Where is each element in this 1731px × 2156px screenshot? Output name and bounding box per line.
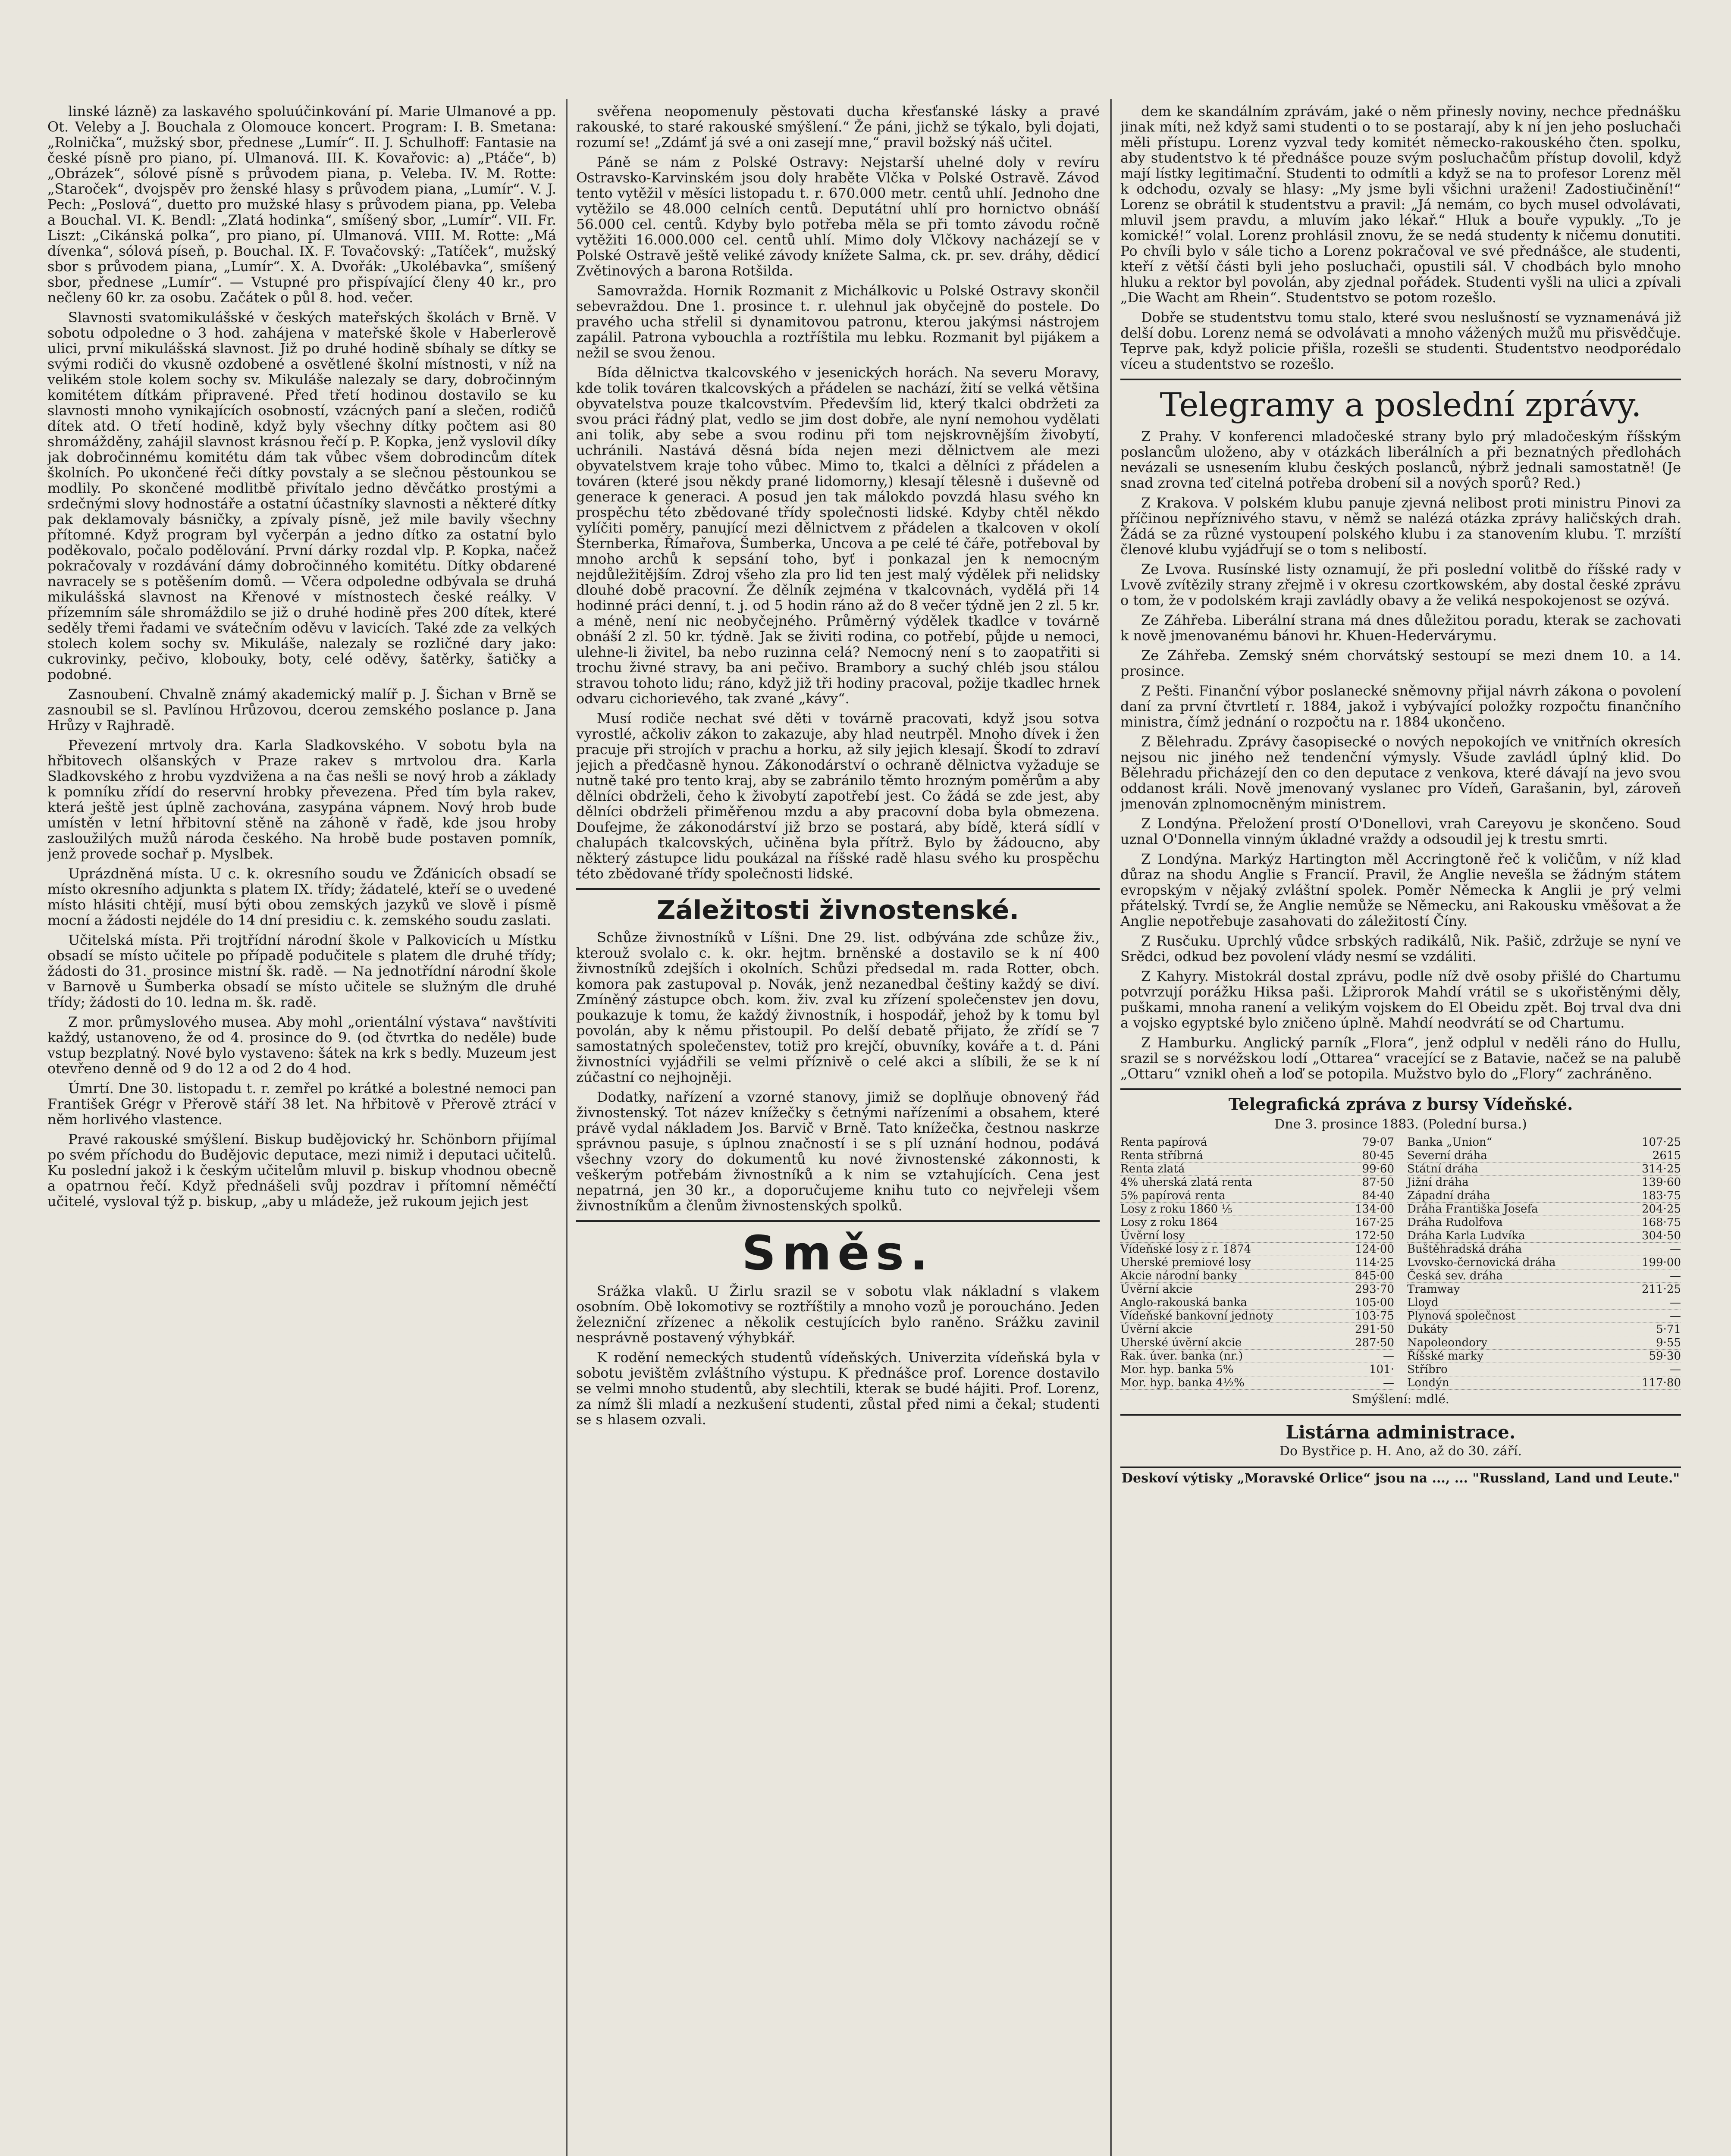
bourse-security-value: 168·75 [1642, 1216, 1681, 1229]
bourse-security-name: Státní dráha [1407, 1163, 1478, 1175]
bourse-security-value: 79·07 [1362, 1136, 1394, 1149]
bourse-row [1120, 1149, 1394, 1163]
bourse-row [1407, 1243, 1681, 1256]
bourse-row [1120, 1243, 1394, 1256]
article-students-cont: dem ke skandálním zprávám, jaké o něm přinesly noviny, nechce přednášku jinak míti, než když sami studenti o to se postarají, aby k ní jen jeho posluchači měli přístupu. Lorenz vyzval tedy komitét německo-rakouského čten. spolku, aby studentstvo k té přednášce pouze svým posluchačům přístup dovolil, když mají lístky legitimační. Studenti to odmítli a když se na to profesor Lorenz měl k odchodu, ozvaly se hlasy: „My jsme byli všichni uraženi! Zadostiučinění!“ Lorenz se obrátil k studentstvu a pravil: „Já nemám, co bych musel odvolávati, mluvil jsem pravdu, a mluvím jako lékař.“ Hluk a bouře vypukly. „To je komické!“ volal. Lorenz prohlásil znovu, že se nedá studenty k ničemu donutiti. Po chvíli bylo v sále ticho a Lorenz pokračoval ve své přednášce, ale studenti, kteří z větší části byli jeho posluchači, opustili sál. V chodbách bylo mnoho hluku a rektor byl povolán, aby zjednal pořádek. Studenti vyšli na ulici a zpívali „Die Wacht am Rhein“. Studentstvo se potom rozešlo. [1120, 103, 1681, 306]
bourse-security-value: 291·50 [1355, 1323, 1394, 1336]
section-heading-misc: Směs. [742, 1225, 934, 1281]
bourse-sentiment: Smýšlení: mdlé. [1352, 1392, 1449, 1406]
bourse-security-value: 103·75 [1355, 1310, 1394, 1322]
bourse-security-name: Rak. úver. banka (nr.) [1120, 1350, 1243, 1363]
bourse-security-value: 172·50 [1355, 1229, 1394, 1242]
bourse-security-name: Severní dráha [1407, 1149, 1487, 1162]
bourse-security-value: 5·71 [1656, 1323, 1681, 1336]
column-rule [1110, 99, 1112, 2156]
bourse-row [1120, 1189, 1394, 1203]
bourse-row [1407, 1269, 1681, 1283]
bourse-security-value: 84·40 [1362, 1189, 1394, 1202]
article-trade-meeting: Schůze živnostníků v Líšni. Dne 29. list. odbývána zde schůze živ., kterouž svolalo c. k. okr. hejtm. brněnské a dostavilo se k ní 400 živnostníků zdejších i okolních. Schůzi předsedal m. rada Rotter, obch. komora pak zastupoval p. Novák, jenž nezanedbal češtiny každý se diví. Zmíněný zástupce obch. kom. živ. zval ku zřízení společenstev jen dovu, poukazuje k tomu, že každý živnostník, i hospodář, jehož by k tomu byl povolán, aby k němu přistoupil. Po delší debatě přijato, že zřídí se 7 samostatných společenstev, totiž pro krejčí, obuvníky, kováře a t. d. Páni živnostníci vyjádřili se velmi příznivě o celé akci a slíbili, že se k ní zúčastní co nejhojněji. [576, 929, 1100, 1085]
telegram-item: Ze Lvova. Rusínské listy oznamují, že při poslední volitbě do říšské rady v Lvově zvítězily strany zřejmě i v okresu czortkowském, aby dostal české zprávu o tom, že v podolském kraji zavládly obavy a že veliká nespokojenost se ozývá. [1120, 561, 1681, 608]
bourse-security-value: 845·00 [1355, 1269, 1394, 1282]
bourse-right-column [1407, 1136, 1681, 1390]
telegram-item: Z Pešti. Finanční výbor poslanecké sněmovny přijal návrh zákona o povolení daní za první čtvrtletí r. 1884, jakož i vybývající položky rozpočtu finančního ministra, čímž jednání o rozpočtu na r. 1884 ukončeno. [1120, 683, 1681, 730]
section-divider [1120, 379, 1681, 380]
article-continued: svěřena neopomenuly pěstovati ducha křesťanské lásky a pravé rakouské, to staré rakouské smýšlení.“ Že páni, jichž se týkalo, byli dojati, rozumí se! „Zdámť já své a oni zasejí mne,“ pravil božský náš učitel. [576, 103, 1100, 150]
section-divider [1120, 1467, 1681, 1468]
bourse-security-value: 134·00 [1355, 1203, 1394, 1216]
bourse-row [1120, 1136, 1394, 1149]
bourse-row [1407, 1283, 1681, 1296]
admin-title: Listárna administrace. [1286, 1422, 1516, 1443]
bourse-row [1120, 1269, 1394, 1283]
bourse-row [1120, 1216, 1394, 1229]
admin-text: Do Bystřice p. H. Ano, až do 30. září. [1279, 1444, 1522, 1459]
bourse-security-value: 304·50 [1642, 1229, 1681, 1242]
bourse-row [1120, 1283, 1394, 1296]
article-students-end: Dobře se studentstvu tomu stalo, které svou neslušností se vyznamenává již delší dobu. Lorenz nemá se odvolávati a mnoho vážených mužů mu přisvědčuje. Teprve pak, když policie přišla, rozešli se studenti. Studentstvo neodporédalo víceu a studentstvo se rozešlo. [1120, 309, 1681, 372]
bourse-security-value: — [1383, 1350, 1394, 1363]
telegram-item: Ze Záhřeba. Liberální strana má dnes důležitou poradu, kterak se zachovati k nově jmenovanému bánovi hr. Khuen-Hedervárymu. [1120, 612, 1681, 644]
bourse-security-name: Plynová společnost [1407, 1310, 1516, 1322]
bourse-security-value: — [1670, 1296, 1681, 1309]
bourse-row [1407, 1203, 1681, 1216]
bourse-row [1407, 1216, 1681, 1229]
telegram-item: Z Londýna. Markýz Hartington měl Accringtoně řeč k voličům, v níž klad důraz na shodu Anglie s Francií. Pravil, že Anglie nevešla se žádným státem evropským v nějaký zvláštní spolek. Poměr Německa k Anglii je prý velmi přátelský. Tvrdí se, že Anglie nemůže se Německu, ani Rakousku vměšovat a že Anglie nepotřebuje zasahovati do záležitostí Číny. [1120, 851, 1681, 929]
bourse-security-name: Dráha Karla Ludvíka [1407, 1229, 1525, 1242]
bourse-security-name: Uherské úvěrní akcie [1120, 1336, 1242, 1349]
bourse-security-value: 87·50 [1362, 1176, 1394, 1189]
telegram-item: Ze Záhřeba. Zemský sném chorvátský sestoupí se mezi dnem 10. a 14. prosince. [1120, 647, 1681, 679]
bourse-row [1407, 1363, 1681, 1376]
bourse-security-name: Napoleondory [1407, 1336, 1488, 1349]
bourse-security-name: Dráha Rudolfova [1407, 1216, 1503, 1229]
bourse-security-name: Renta stříbrná [1120, 1149, 1203, 1162]
bourse-row [1407, 1336, 1681, 1350]
bourse-row [1407, 1176, 1681, 1189]
bourse-row [1120, 1323, 1394, 1336]
bourse-security-name: Akcie národní banky [1120, 1269, 1237, 1282]
bourse-row [1407, 1376, 1681, 1390]
article-weavers-cont: Musí rodiče nechat své děti v továrně pracovati, když jsou sotva vyrostlé, ačkoliv zákon to zakazuje, aby hlad neutrpěl. Mnoho dívek i žen pracuje při strojích v prachu a horku, až sily jejich klesají. Škodí to zdraví jejich a předčasně hynou. Zákonodárství o ochraně dělnictva vyžaduje se nutně také pro tento kraj, aby se zabránilo těmto hrozným poměrům a aby dělníci obdrželi, čeho k živobytí zapotřebí jest. Co žádá se zde jest, aby dělníci obdrželi přiměřenou mzdu a aby pracovní doba byla obmezena. Doufejme, že zákonodárství již brzo se postará, aby bídě, která sídlí v chalupách tkalcovských, učiněna byla přítrž. Bylo by žádoucno, aby některý zástupce lidu poukázal na říšské radě hlasu svého ku prospěchu této zbědované třídy společnosti lidské. [576, 710, 1100, 882]
bourse-security-name: Říšské marky [1407, 1350, 1484, 1363]
bourse-row [1120, 1296, 1394, 1310]
bourse-security-name: Úvěrní losy [1120, 1229, 1185, 1242]
bourse-security-value: 117·80 [1642, 1376, 1681, 1389]
section-heading-trade: Záležitosti živnostenské. [656, 895, 1019, 925]
article-students: K rodění nemeckých studentů vídeňských. Univerzita vídeňská byla v sobotu jevištěm zvláštního výstupu. K přednášce prof. Lorence dostavilo se velmi mnoho studentů, aby slechtili, kterak se budé hájiti. Prof. Lorenz, za nímž šli mladí a nezkušení studenti, zůstal před nimi a čekal; studenti se s hlasem ozvali. [576, 1349, 1100, 1428]
bourse-security-value: 167·25 [1355, 1216, 1394, 1229]
bourse-security-value: 287·50 [1355, 1336, 1394, 1349]
bourse-security-name: Lloyd [1407, 1296, 1439, 1309]
bourse-table [1120, 1136, 1681, 1390]
bourse-security-value: 139·60 [1642, 1176, 1681, 1189]
section-heading-telegrams: Telegramy a poslední zprávy. [1160, 385, 1642, 424]
bourse-security-name: Úvěrní akcie [1120, 1323, 1193, 1336]
bourse-row [1407, 1163, 1681, 1176]
bourse-security-value: — [1383, 1376, 1394, 1389]
bourse-security-value: — [1670, 1363, 1681, 1376]
bourse-security-value: 199·00 [1642, 1256, 1681, 1269]
bourse-security-value: 124·00 [1355, 1243, 1394, 1256]
bourse-security-name: Tramway [1407, 1283, 1460, 1296]
bourse-title: Telegrafická zpráva z bursy Vídeňské. [1228, 1094, 1573, 1114]
bourse-row [1407, 1136, 1681, 1149]
bourse-row [1407, 1296, 1681, 1310]
bourse-security-name: 5% papírová renta [1120, 1189, 1226, 1202]
article-suicide: Samovražda. Hornik Rozmanit z Michálkovic u Polské Ostravy skončil sebevraždou. Dne 1. prosince t. r. ulehnul jak obyčejně do postele. Do pravého ucha střelil si dynamitovou patronu, kterou jakýmsi nástrojem zapálil. Patrona vybouchla a roztříštila mu lebku. Rozmanit byl pijákem a nežil se svou ženou. [576, 282, 1100, 361]
bourse-row [1120, 1336, 1394, 1350]
bourse-security-name: Dukáty [1407, 1323, 1448, 1336]
bourse-security-name: Mor. hyp. banka 5% [1120, 1363, 1234, 1376]
bourse-security-name: Stříbro [1407, 1363, 1448, 1376]
bottom-notice: Deskoví výtisky „Moravské Orlice“ jsou na ..., ... "Russland, Land und Leute." [1121, 1471, 1680, 1486]
article-saint-nicholas: Slavnosti svatomikulášské v českých mateřských školách v Brně. V sobotu odpoledne o 3 hod. zahájena v mateřské škole v Haberlerově ulici, první mikulášská slavnost. Již po druhé hodině sbíhaly se dítky se svými rodiči do vkusně ozdobené a osvětlené školní místnosti, v níž na velikém stole kolem sochy sv. Mikuláše nalezaly se dary, dobročinným komitétem dítkám připravené. Před třetí hodinou dostavilo se ku slavnosti mnoho vynikajících osobností, vzácných paní a slečen, rodičů dítek atd. O třetí hodině, když byly všechny dítky počtem asi 80 shromážděny, zahájil slavnost krásnou řečí p. P. Kopka, jenž vyslovil díky jak dobročinnému komitétu dám tak vůbec všem dobrodincům dítek školních. Po ukončené řeči dítky povstaly a se slečnou pěstounkou se modlily. Po skončené modlitbě přivítalo jedno děvčátko prostými a srdečnými slovy hodnostáře a ostatní účastníky slavnosti a některé dítky pak deklamovaly básničky, a zpívaly písně, jež mile bavily všechny přítomné. Když program byl vyčerpán a jedno dítko za ostatní bylo poděkovalo, počalo podělování. První dárky rozdal vlp. P. Kopka, načež pokračovaly v rozdávání dámy dobročinného komitétu. Dítky obdarené navracely se s potěšením domů. — Včera odpoledne odbývala se druhá mikulášská slavnost na Křenové v místnostech české reálky. V přízemním sále shromáždilo se již o druhé hodině přes 200 dítek, které seděly třemi řadami ve svátečním oděvu v lavicích. Také zde za velkých stolech kolem sochy sv. Mikuláše, nalezaly se rozličné dary jako: cukrovinky, pečivo, klobouky, boty, celé oděvy, šatěrky, šatičky a podobné. [47, 309, 556, 683]
bourse-security-name: Buštěhradská dráha [1407, 1243, 1522, 1256]
column-rule [566, 99, 568, 2156]
column-3 [1120, 103, 1681, 2156]
bourse-row [1120, 1376, 1394, 1390]
article-weavers-misery: Bída dělnictva tkalcovského v jesenických horách. Na severu Moravy, kde tolik továren tkalcovských a přádelen se nachází, žití se velká většina obyvatelstva pouze tkalcovstvím. Především lid, který tkalci obdržeti za svou práci řádný plat, vedlo se jim dost dobře, ale nyní nemohou vydělati ani tolik, aby sebe a svou rodinu při tom nejskrovnějším živobytí, uchránili. Nastává děsná bída nejen mezi dělnictvem ale mezi obyvatelstvem kraje toho vůbec. Mimo to, tkalci a dělníci z přádelen a továren (které jsou někdy prané lidomorny,) klesají tělesně i duševně od generace k generaci. A posud jen tak málokdo povzdá hlasu svého kn prospěchu této zbědované třídy společnosti lidské. Kdyby chtěl někdo vylíčiti poměry, panující mezi dělnictvem z přádelen a tkalcoven v okolí Šternberka, Římařova, Šumberka, Uncova a pe celé té čáře, potřeboval by mnoho archů k sepsání toho, byť i ponkazal jen k nemocným nejdůležitějším. Zdroj všeho zla pro lid ten jest malý výdělek při nelidsky dlouhé době pracovní. Že dělník zejména v tkalcovnách, vydělá při 14 hodinné práci denní, t. j. od 5 hodin ráno až do 8 večer týdně jen 2 zl. 5 kr. a méně, není nic neobyčejného. Průměrný výdělek tkadlce v továrně obnáší 2 zl. 50 kr. týdně. Jak se živiti rodina, co potřebí, půjde u nemoci, ulehne-li živitel, ba nebo ruzinna celá? Nemocný není s to zaopatřiti si trochu živné stravy, ba ani pečivo. Brambory a suchý chléb jsou stálou stravou tohoto lidu; ráno, když již tři hodiny pracoval, požije tkadlec hrnek odvaru cichorievého, tak zvané „kávy“. [576, 364, 1100, 707]
bourse-subtitle: Dne 3. prosince 1883. (Polední bursa.) [1274, 1117, 1527, 1132]
bourse-security-name: Losy z roku 1860 ⅕ [1120, 1203, 1232, 1216]
article-engagement: Zasnoubení. Chvalně známý akademický malíř p. J. Šichan v Brně se zasnoubil se sl. Pavlínou Hrůzovou, dcerou zemského poslance p. Jana Hrůzy v Rajhradě. [47, 686, 556, 733]
bourse-row [1407, 1189, 1681, 1203]
column-2 [576, 103, 1100, 2156]
bourse-row [1120, 1310, 1394, 1323]
telegram-item: Z Londýna. Přeložení prostí O'Donellovi, vrah Careyovu je skončeno. Soud uznal O'Donnella vinným úkladné vraždy a odsoudil jej k trestu smrti. [1120, 815, 1681, 847]
article-teacher-posts: Učitelská místa. Při trojtřídní národní škole v Palkovicích u Místku obsadí se místo učitele po případě podučitele s platem dle druhé třídy; žádosti do 31. prosince mistní šk. radě. — Na jednotřídní národní škole v Barnově u Šumberka obsadí se místo učitele se služným dle druhé třídy; žádosti do 10. ledna m. šk. radě. [47, 932, 556, 1010]
bourse-security-value: 204·25 [1642, 1203, 1681, 1216]
bourse-security-value: 183·75 [1642, 1189, 1681, 1202]
bourse-row [1120, 1363, 1394, 1376]
bourse-security-value: 314·25 [1642, 1163, 1681, 1175]
bourse-security-name: Úvěrní akcie [1120, 1283, 1193, 1296]
bourse-row [1120, 1350, 1394, 1363]
bourse-row [1407, 1149, 1681, 1163]
bourse-security-value: — [1670, 1269, 1681, 1282]
bourse-security-value: 99·60 [1362, 1163, 1394, 1175]
bourse-security-name: Lvovsko-černovická dráha [1407, 1256, 1556, 1269]
telegram-item: Z Rusčuku. Uprchlý vůdce srbských radikálů, Nik. Pašič, zdržuje se nyní ve Srědci, odkud bez povolení vlády nesmí se vzdáliti. [1120, 933, 1681, 965]
telegram-item: Z Kahyry. Mistokrál dostal zprávu, podle níž dvě osoby přišlé do Chartumu potvrzují porážku Hiksa paši. Lžiprorok Mahdí vrátil se s ukořistěnými děly, puškami, mnoha ranení a velikým vojskem do El Obeidu zpět. Boj trval dva dni a vojsko egyptské bylo zničeno úplně. Mahdí neodvrátí se od Chartumu. [1120, 968, 1681, 1031]
bourse-security-value: 9·55 [1656, 1336, 1681, 1349]
bourse-row [1120, 1256, 1394, 1269]
bourse-row [1120, 1203, 1394, 1216]
bourse-security-name: Jižní dráha [1407, 1176, 1469, 1189]
bourse-security-name: Londýn [1407, 1376, 1449, 1389]
section-divider [1120, 1414, 1681, 1416]
telegram-item: Z Krakova. V polském klubu panuje zjevná nelibost proti ministru Pinovi za příčinou nepříznivého stavu, v němž se nalézá otázka zprávy haličských drah. Žádá se za různé vystoupení polského klubu i za stanovením klubu. T. mrzíští členové klubu vyjádřují se o tom s nelibostí. [1120, 495, 1681, 558]
column-1 [47, 103, 556, 2156]
bourse-security-name: Renta zlatá [1120, 1163, 1185, 1175]
article-vacancies: Uprázdněná místa. U c. k. okresního soudu ve Žďánicích obsadí se místo okresního adjunkta s platem IX. třídy; žádatelé, kteří se o uvedené místo hlásiti chtějí, musí býti obou zemských jazyků ve slově i písmě mocní a žádosti nejdéle do 14 dní presidiu c. k. zemského soudu zaslati. [47, 865, 556, 928]
bourse-security-name: Losy z roku 1864 [1120, 1216, 1218, 1229]
article-concert-program: linské lázně) za laskavého spoluúčinkování pí. Marie Ulmanové a pp. Ot. Veleby a J. Bouchala z Olomouce koncert. Program: I. B. Smetana: „Rolnička“, mužský sbor, přednese „Lumír“. II. J. Schulhoff: Fantasie na české písně pro piano, pí. Ulmanová. III. K. Kovařovic: a) „Ptáče“, b) „Obrázek“, sólové písně s průvodem piana, p. Veleba. IV. M. Rotte: „Staroček“, dvojspěv pro ženské hlasy s průvodem piana, „Lumír“. V. J. Pech: „Poslová“, duetto pro mužské hlasy s průvodem piana, pp. Veleba a Bouchal. VI. K. Bendl: „Zlatá hodinka“, smíšený sbor, „Lumír“. VII. Fr. Liszt: „Cikánská polka“, pro piano, pí. Ulmanová. VIII. M. Rotte: „Má dívenka“, sólová píseň, p. Bouchal. IX. F. Tovačovský: „Tatíček“, mužský sbor s průvodem piana, „Lumír“. X. A. Dvořák: „Ukolébavka“, smíšený sbor, přednese „Lumír“. — Vstupné pro přispívající členy 40 kr., pro nečleny 60 kr. za osobu. Začátek o půl 8. hod. večer. [47, 103, 556, 306]
bourse-row [1407, 1323, 1681, 1336]
bourse-security-value: 2615 [1652, 1149, 1681, 1162]
bourse-security-value: 105·00 [1355, 1296, 1394, 1309]
bourse-security-value: 107·25 [1642, 1136, 1681, 1149]
bourse-security-value: — [1670, 1310, 1681, 1322]
bourse-row [1407, 1256, 1681, 1269]
bourse-security-name: Západní dráha [1407, 1189, 1490, 1202]
bourse-security-value: 114·25 [1355, 1256, 1394, 1269]
bourse-security-name: Dráha Františka Josefa [1407, 1203, 1538, 1216]
bourse-security-name: 4% uherská zlatá renta [1120, 1176, 1252, 1189]
article-bishop: Pravé rakouské smýšlení. Biskup budějovický hr. Schönborn přijímal po svém příchodu do Budějovic deputace, mezi nimiž i deputaci učitelů. Ku poslední jakož i k českým učitelům mluvil p. biskup vhodnou obecně a opatrnou řečí. Když přednášeli svůj pozdrav i přítomní něméčtí učitelé, vysloval týž p. biskup, „aby u mládeže, jež rukoum jejich jest [47, 1131, 556, 1210]
bourse-security-name: Vídeňské losy z r. 1874 [1120, 1243, 1251, 1256]
bourse-left-column [1120, 1136, 1394, 1390]
telegram-item: Z Bělehradu. Zprávy časopisecké o nových nepokojích ve vnitřních okresích nejsou nic jiného než tendenční výmysly. Všude zavládl úplný klid. Do Bělehradu přicházejí den co den deputace z venkova, které dávají na jevo svou oddanost králi. Nově jmenovaný vyslanec pro Vídeň, Garašanin, byl, zároveň jmenován zplnomocněným ministrem. [1120, 733, 1681, 812]
bourse-security-value: 80·45 [1362, 1149, 1394, 1162]
article-death: Úmrtí. Dne 30. listopadu t. r. zemřel po krátké a bolestné nemoci pan František Grégr v Přerově stáří 38 let. Na hřbitově v Přerově ztrácí v něm horlivého vlastence. [47, 1080, 556, 1128]
article-ostrava-mines: Páně se nám z Polské Ostravy: Nejstarší uhelné doly v revíru Ostravsko-Karvinském jsou doly hraběte Vlčka v Polské Ostravě. Závod tento vytěžil v měsíci listopadu t. r. 670.000 metr. centů uhlí. Jednoho dne vytěžilo se 48.000 celních centů. Deputátní uhlí pro hornictvo obnáší 56.000 cel. centů. Kdyby bylo potřeba měla se při tomto závodu ročně vytěžiti 16.000.000 cel. centů uhlí. Mimo doly Vlčkovy nacházejí se v Polské Ostravě ještě veliké závody knížete Salma, ck. pr. sev. dráhy, dědicí Zvětinových a barona Rotšilda. [576, 154, 1100, 279]
bourse-row [1407, 1229, 1681, 1243]
bourse-security-value: 101· [1369, 1363, 1394, 1376]
bourse-row [1120, 1163, 1394, 1176]
bourse-security-name: Česká sev. dráha [1407, 1269, 1503, 1282]
telegram-item: Z Prahy. V konferenci mladočeské strany bylo prý mladočeským říšským poslancům uloženo, aby v otázkách liberálních a při beznatných předlohách nevázali se usnesením klubu českých poslanců, nýbrž jednali samostatně! (Je snad zrovna teď citelná potřeba drobení sil a nových sporů? Red.) [1120, 428, 1681, 491]
telegram-item: Z Hamburku. Anglický parník „Flora“, jenž odplul v neděli ráno do Hullu, srazil se s norvéžskou lodí „Ottarea“ vracející se z Batavie, načež se na palubě „Ottaru“ vznikl oheň a loď se potopila. Mužstvo bylo do „Flory“ zachráněno. [1120, 1034, 1681, 1082]
bourse-security-value: 59·30 [1649, 1350, 1681, 1363]
article-train-collision: Srážka vlaků. U Žirlu srazil se v sobotu vlak nákladní s vlakem osobním. Obě lokomotivy se roztříštily a mnoho vozů je poroucháno. Jeden železniční zřízenec a několik cestujících bylo raněno. Srážku zavinil nesprávně postavený výhybkář. [576, 1283, 1100, 1346]
bourse-security-value: 211·25 [1642, 1283, 1681, 1296]
bourse-security-name: Vídeňské bankovní jednoty [1120, 1310, 1273, 1322]
bourse-security-name: Renta papírová [1120, 1136, 1207, 1149]
article-trade-rules: Dodatky, nařízení a vzorné stanovy, jimiž se doplňuje obnovený řád živnostenský. Tot název knížečky s četnými nařízeními a obsahem, které právě vydal nákladem Jos. Barvič v Brně. Tato knížečka, čestnou naskrze správnou pasuje, s úplnou značností i se s plí uznání hodnou, podává všechny vzory do dokumentů ku nové živnostenské zákonnosti, k veškerým potřebám živnostníků a k nim se vztahujících. Cena jest nepatrná, jen 30 kr., a doporučujeme knihu tuto co nejvřeleji všem živnostníkům a členům živnostenských spolků. [576, 1089, 1100, 1214]
bourse-security-value: 293·70 [1355, 1283, 1394, 1296]
bourse-security-name: Uherské premiové losy [1120, 1256, 1251, 1269]
bourse-row [1407, 1350, 1681, 1363]
bourse-row [1120, 1176, 1394, 1189]
section-divider [576, 1220, 1100, 1222]
article-museum: Z mor. průmyslového musea. Aby mohl „orientální výstava“ navštíviti každý, ustanoveno, že od 4. prosince do 9. (od čtvrtka do neděle) bude vstup bezplatný. Nové bylo vystaveno: šátek na krk s bedly. Muzeum jest otevřeno denně od 9 do 12 a od 2 do 4 hod. [47, 1014, 556, 1077]
bourse-security-value: — [1670, 1243, 1681, 1256]
bourse-security-name: Mor. hyp. banka 4½% [1120, 1376, 1245, 1389]
section-divider [576, 888, 1100, 890]
article-sladkovsky: Převezení mrtvoly dra. Karla Sladkovského. V sobotu byla na hřbitovech olšanských v Praze rakev s mrtvolou dra. Karla Sladkovského z hrobu vyzdvižena a na čas nešli se nový hrob a základy k pomníku zřídí do reservní hrobky převezena. Před tím byla rakev, která ještě jest úplně zachována, zasypána vápnem. Nový hrob bude umístěn v letní hřbitovní stěně na záhoně v řadě, kde jsou hroby zasloužilých mužů národa českého. Na hrobě bude postaven pomník, jenž provede sochař p. Myslbek. [47, 737, 556, 862]
bourse-security-name: Banka „Union“ [1407, 1136, 1493, 1149]
section-divider [1120, 1088, 1681, 1090]
bourse-row [1407, 1310, 1681, 1323]
bourse-row [1120, 1229, 1394, 1243]
bourse-security-name: Anglo-rakouská banka [1120, 1296, 1248, 1309]
